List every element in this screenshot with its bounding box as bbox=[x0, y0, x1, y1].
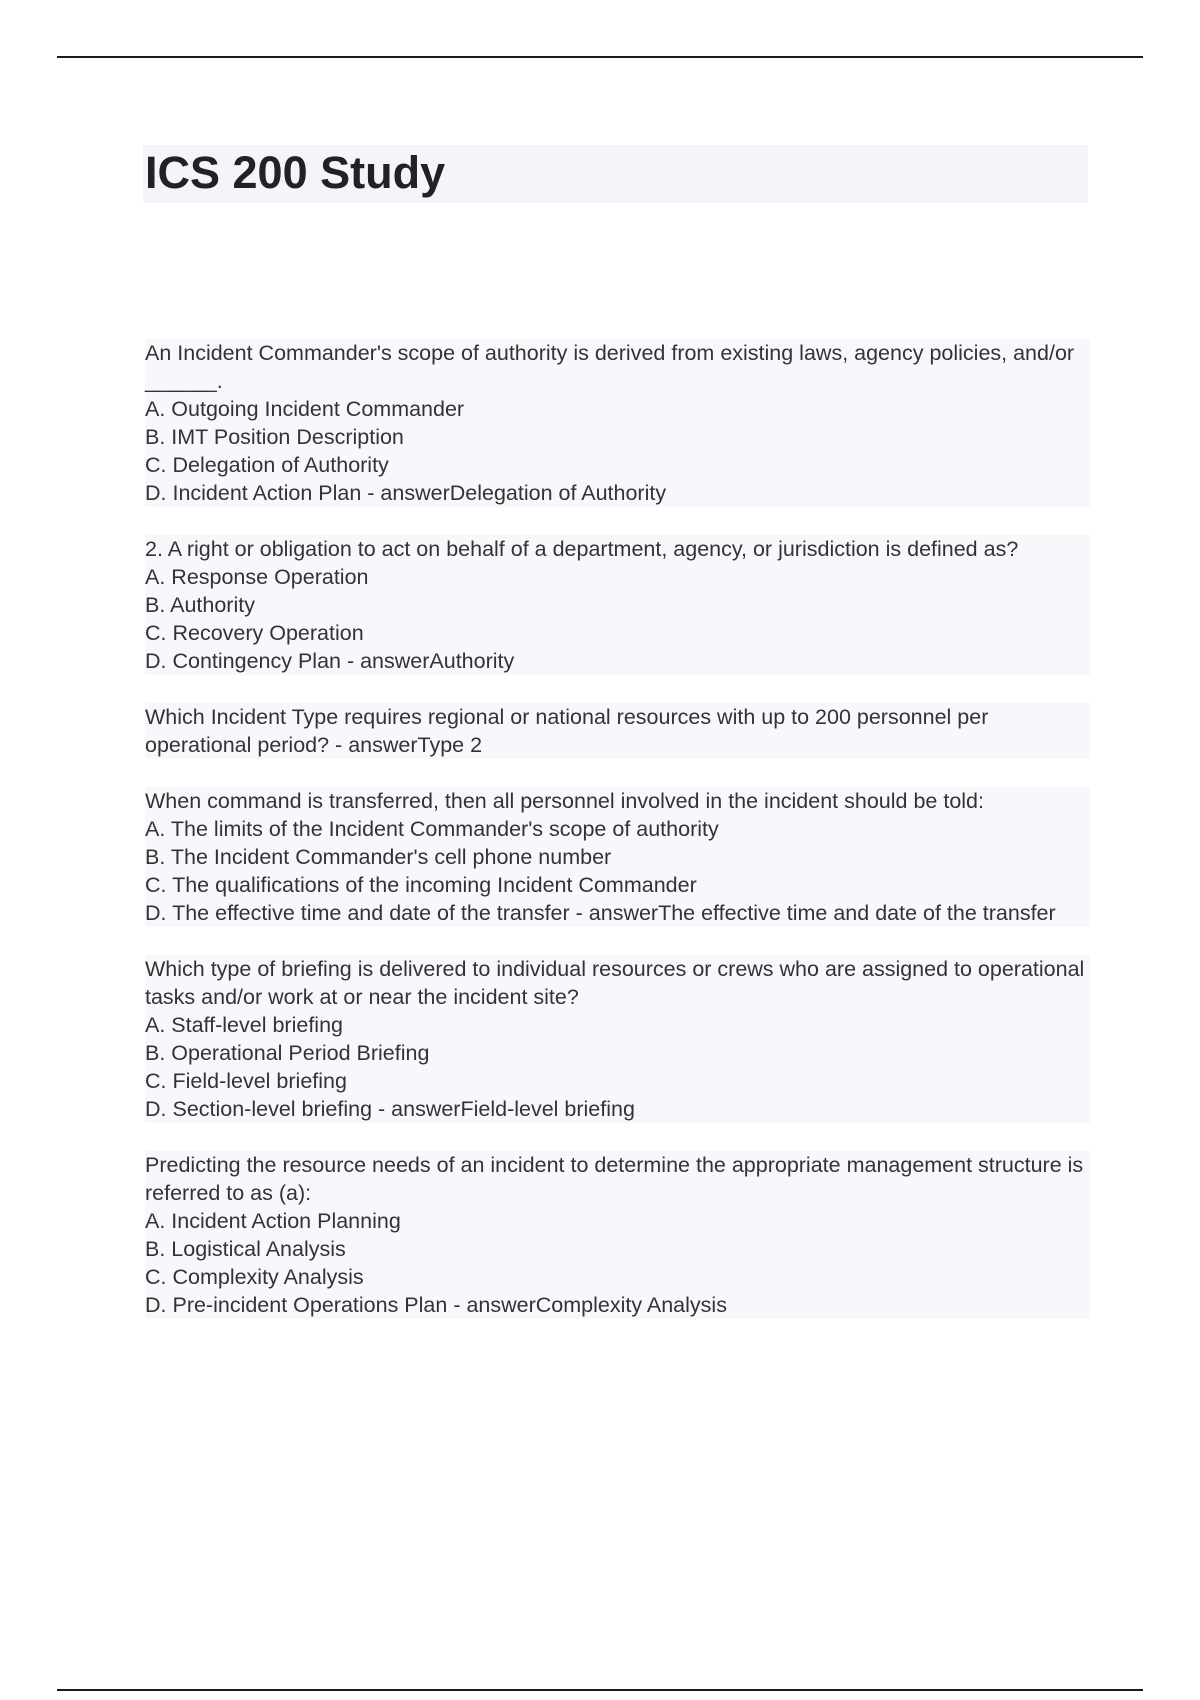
question-list bbox=[145, 339, 1090, 1347]
answer-option: A. Incident Action Planning bbox=[145, 1209, 401, 1233]
answer-option: B. IMT Position Description bbox=[145, 425, 404, 449]
question-block bbox=[145, 339, 1090, 507]
question-stem: Which type of briefing is delivered to individual resources or crews who are assigned to operational tasks and/or work at or near the incident site? bbox=[145, 957, 1085, 1009]
answer-option: D. Contingency Plan - answerAuthority bbox=[145, 649, 515, 673]
question-block bbox=[145, 955, 1090, 1123]
answer-option: D. Section-level briefing - answerField-level briefing bbox=[145, 1097, 635, 1121]
answer-option: D. Incident Action Plan - answerDelegation of Authority bbox=[145, 481, 667, 505]
question-block bbox=[145, 535, 1090, 675]
answer-option: C. The qualifications of the incoming Incident Commander bbox=[145, 873, 697, 897]
answer-option: A. Outgoing Incident Commander bbox=[145, 397, 465, 421]
answer-option: B. Authority bbox=[145, 593, 255, 617]
answer-option: C. Recovery Operation bbox=[145, 621, 364, 645]
question-stem: Predicting the resource needs of an incident to determine the appropriate management structure is referred to as (a): bbox=[145, 1153, 1084, 1205]
answer-option: A. Staff-level briefing bbox=[145, 1013, 343, 1037]
top-rule bbox=[57, 56, 1143, 58]
page-title: ICS 200 Study bbox=[145, 147, 446, 198]
question-block bbox=[145, 787, 1090, 927]
answer-option: A. Response Operation bbox=[145, 565, 369, 589]
question-block bbox=[145, 703, 1090, 759]
answer-option: C. Complexity Analysis bbox=[145, 1265, 364, 1289]
answer-option: B. Logistical Analysis bbox=[145, 1237, 346, 1261]
answer-option: B. Operational Period Briefing bbox=[145, 1041, 430, 1065]
question-stem: 2. A right or obligation to act on behalf of a department, agency, or jurisdiction is defined as? bbox=[145, 537, 1019, 561]
answer-option: D. Pre-incident Operations Plan - answerComplexity Analysis bbox=[145, 1293, 727, 1317]
question-stem: An Incident Commander's scope of authority is derived from existing laws, agency policies, and/or ______. bbox=[145, 341, 1075, 393]
answer-option: A. The limits of the Incident Commander's scope of authority bbox=[145, 817, 719, 841]
question-block bbox=[145, 1151, 1090, 1319]
question-stem: When command is transferred, then all personnel involved in the incident should be told: bbox=[145, 789, 984, 813]
answer-option: C. Field-level briefing bbox=[145, 1069, 347, 1093]
answer-option: B. The Incident Commander's cell phone number bbox=[145, 845, 612, 869]
bottom-rule bbox=[57, 1689, 1143, 1691]
question-stem: Which Incident Type requires regional or national resources with up to 200 personnel per operational period? - answerType 2 bbox=[145, 705, 989, 757]
answer-option: C. Delegation of Authority bbox=[145, 453, 389, 477]
answer-option: D. The effective time and date of the transfer - answerThe effective time and date of the transfer bbox=[145, 901, 1056, 925]
